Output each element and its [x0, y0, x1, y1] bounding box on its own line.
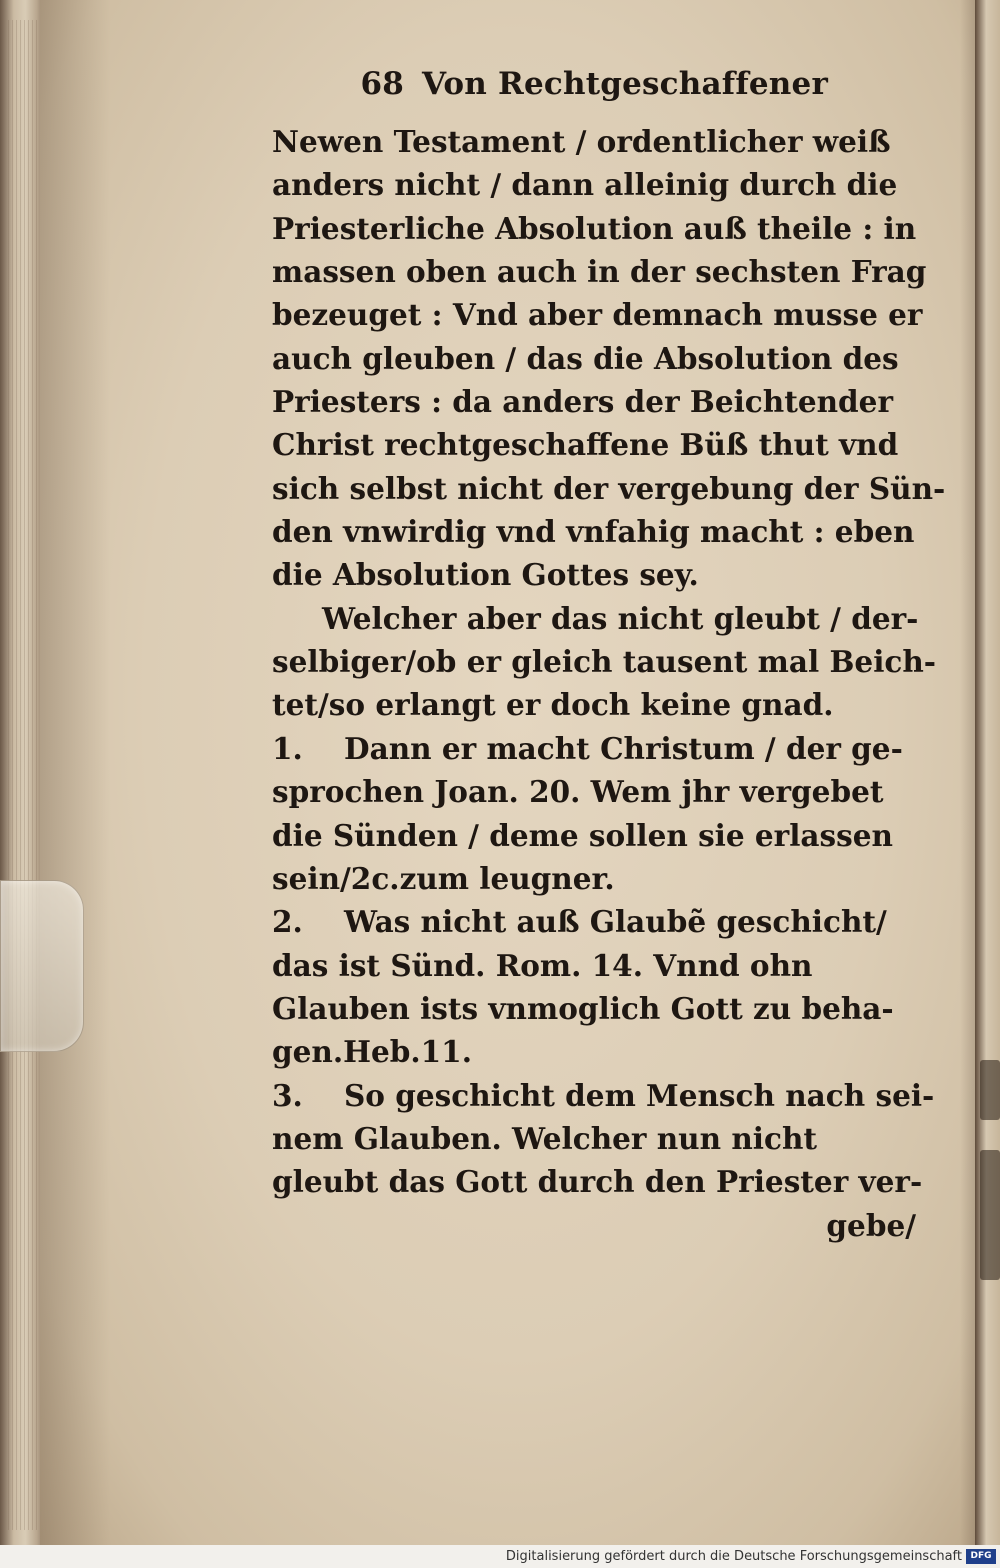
text-line: [272, 900, 932, 943]
text-line: Welcher aber das nicht gleubt / der-: [322, 600, 919, 636]
item-number: 3.: [272, 1077, 303, 1113]
page-stack-lines: [8, 20, 38, 1530]
text-line: den vnwirdig vnd vnfahig macht : eben: [272, 514, 915, 550]
text-line: selbiger/ob er gleich tausent mal Beich-: [272, 644, 937, 680]
book-edge-right: [975, 0, 1000, 1545]
text-line: anders nicht / dann alleinig durch die: [272, 167, 898, 203]
text-line: Priesters : da anders der Beichtender: [272, 384, 893, 420]
line-text: Dann er macht Christum / der ge-: [344, 730, 903, 766]
text-line: das ist Sünd. Rom. 14. Vnnd ohn: [272, 947, 813, 983]
page-header: [272, 66, 932, 120]
running-title: Von Rechtgeschaffener: [422, 66, 828, 102]
text-line: massen oben auch in der sechsten Frag: [272, 254, 927, 290]
text-line: sprochen Joan. 20. Wem jhr vergebet: [272, 774, 884, 810]
facing-page-bleed: [980, 1150, 1000, 1280]
item-number: 1.: [272, 730, 303, 766]
footer-bar: [0, 1545, 1000, 1568]
text-line: sich selbst nicht der vergebung der Sün-: [272, 470, 946, 506]
line-text: So geschicht dem Mensch nach sei-: [344, 1077, 935, 1113]
text-line: gen.Heb.11.: [272, 1034, 472, 1070]
text-line: nem Glauben. Welcher nun nicht: [272, 1120, 818, 1156]
catchword: gebe/: [826, 1207, 916, 1243]
text-line: gleubt das Gott durch den Priester ver-: [272, 1164, 923, 1200]
item-number: 2.: [272, 904, 303, 940]
dfg-logo: DFG: [966, 1549, 996, 1564]
text-line: [272, 727, 932, 770]
body-text: [272, 120, 946, 1247]
text-line: tet/so erlangt er doch keine gnad.: [272, 687, 834, 723]
footer-credit: Digitalisierung gefördert durch die Deutsche Forschungsgemeinschaft: [505, 1549, 962, 1564]
gutter-shadow: [40, 0, 110, 1545]
text-line: sein/2c.zum leugner.: [272, 860, 615, 896]
line-text: Was nicht auß Glaubẽ geschicht/: [344, 904, 887, 940]
text-line: die Absolution Gottes sey.: [272, 557, 699, 593]
text-line: [272, 1074, 935, 1117]
facing-page-bleed: [980, 1060, 1000, 1120]
text-line: Newen Testament / ordentlicher weiß: [272, 124, 891, 159]
text-line: Christ rechtgeschaffene Büß thut vnd: [272, 427, 899, 463]
page-number: 68: [360, 66, 404, 102]
text-line: die Sünden / deme sollen sie erlassen: [272, 817, 893, 853]
text-line: auch gleuben / das die Absolution des: [272, 340, 899, 376]
page-clip: [0, 880, 84, 1052]
text-line: bezeuget : Vnd aber demnach musse er: [272, 297, 923, 333]
text-line: Glauben ists vnmoglich Gott zu beha-: [272, 990, 894, 1026]
page-text: [272, 66, 946, 1247]
text-line: Priesterliche Absolution auß theile : in: [272, 210, 917, 246]
